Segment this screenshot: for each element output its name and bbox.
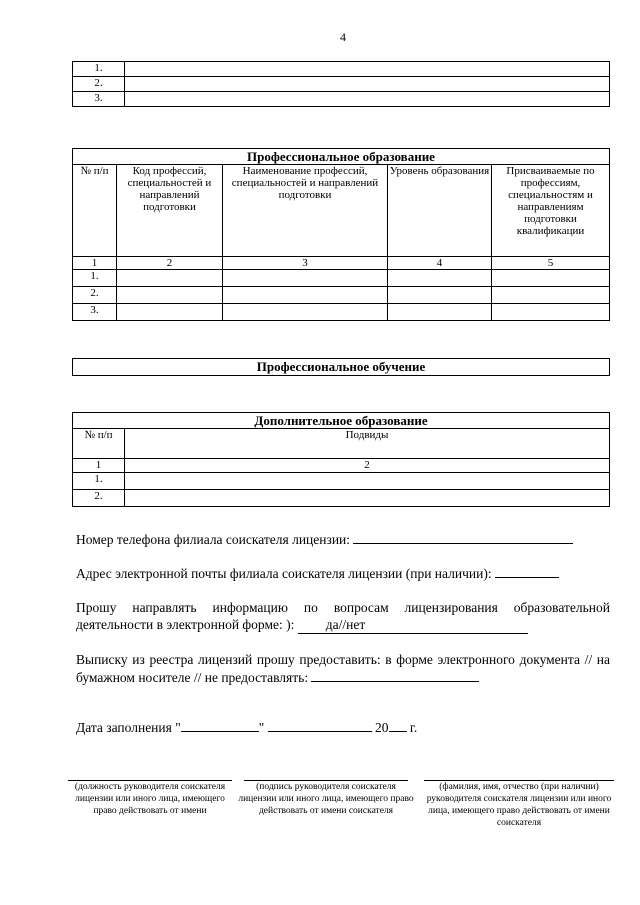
header-num: № п/п [73,429,125,459]
prof-training-title: Профессиональное обучение [73,359,610,376]
table-cell [223,270,388,287]
page-number: 4 [340,30,346,44]
table-cell [492,287,610,304]
row-number: 1. [73,62,125,77]
col-number: 1 [73,459,125,473]
row-number: 2. [73,490,125,507]
email-field-row [76,564,610,582]
additional-education-title: Дополнительное образование [73,413,610,429]
header-name: Наименование профессий, специальностей и направлений подготовки [223,165,388,257]
date-label: Дата заполнения " [76,720,181,735]
electronic-request-text: Прошу направлять информацию по вопросам лицензирования образовательной деятельности в электронной форме: ): [76,600,610,632]
header-qualification: Присваиваемые по профессиям, специальностям и направлениям подготовки квалификации [492,165,610,257]
extract-request-text: Выписку из реестра лицензий прошу предоставить: в форме электронного документа // на бумажном носителе // не предоставлять: [76,652,610,685]
extract-choice-line[interactable] [311,668,479,682]
phone-label: Номер телефона филиала соискателя лицензии: [76,532,351,547]
table-cell [388,270,492,287]
col-number: 2 [125,459,610,473]
table-cell [117,304,223,321]
additional-education-table [72,412,610,507]
table-cell [125,92,610,107]
signature-caption-position: (должность руководителя соискателя лицензии или иного лица, имеющего право действовать от имени [74,782,226,816]
date-year-prefix: 20 [375,720,389,735]
table-cell [125,77,610,92]
extract-request-row [76,651,610,686]
electronic-choice-value: да//нет [325,617,366,632]
col-number: 5 [492,257,610,270]
table-cell [125,62,610,77]
date-month-input[interactable] [268,718,372,732]
col-number: 3 [223,257,388,270]
phone-field-row [76,530,610,548]
signature-caption-fullname: (фамилия, имя, отчество (при наличии) руководителя соискателя лицензии или иного лица, имеющего право действовать от имени соискателя [426,782,612,828]
prof-training-table [72,358,610,376]
col-number: 4 [388,257,492,270]
row-number: 3. [73,304,117,321]
prof-education-table [72,148,610,321]
header-level: Уровень образования [388,165,492,257]
row-number: 2. [73,287,117,304]
header-code: Код профессий, специальностей и направлений подготовки [117,165,223,257]
table-cell [492,304,610,321]
phone-input-line[interactable] [353,530,573,544]
top-continuation-table [72,61,610,107]
header-num: № п/п [73,165,117,257]
col-number: 2 [117,257,223,270]
table-cell [125,473,610,490]
table-cell [125,490,610,507]
table-cell [223,304,388,321]
col-number: 1 [73,257,117,270]
row-number: 2. [73,77,125,92]
row-number: 1. [73,473,125,490]
email-label: Адрес электронной почты филиала соискателя лицензии (при наличии): [76,566,492,581]
row-number: 3. [73,92,125,107]
table-cell [117,287,223,304]
electronic-request-row [76,599,610,634]
date-year-input[interactable] [389,718,407,732]
table-cell [388,304,492,321]
table-cell [223,287,388,304]
date-row [76,718,417,736]
row-number: 1. [73,270,117,287]
table-cell [492,270,610,287]
date-suffix: г. [409,720,418,735]
prof-education-title: Профессиональное образование [73,149,610,165]
table-cell [388,287,492,304]
electronic-choice-line[interactable] [298,616,528,634]
header-subtypes: Подвиды [125,429,610,459]
table-cell [117,270,223,287]
date-day-input[interactable] [181,718,259,732]
signature-caption-sign: (подпись руководителя соискателя лицензии или иного лица, имеющего право действовать от имени соискателя [238,782,414,816]
email-input-line[interactable] [495,564,559,578]
date-quote: " [258,720,265,735]
